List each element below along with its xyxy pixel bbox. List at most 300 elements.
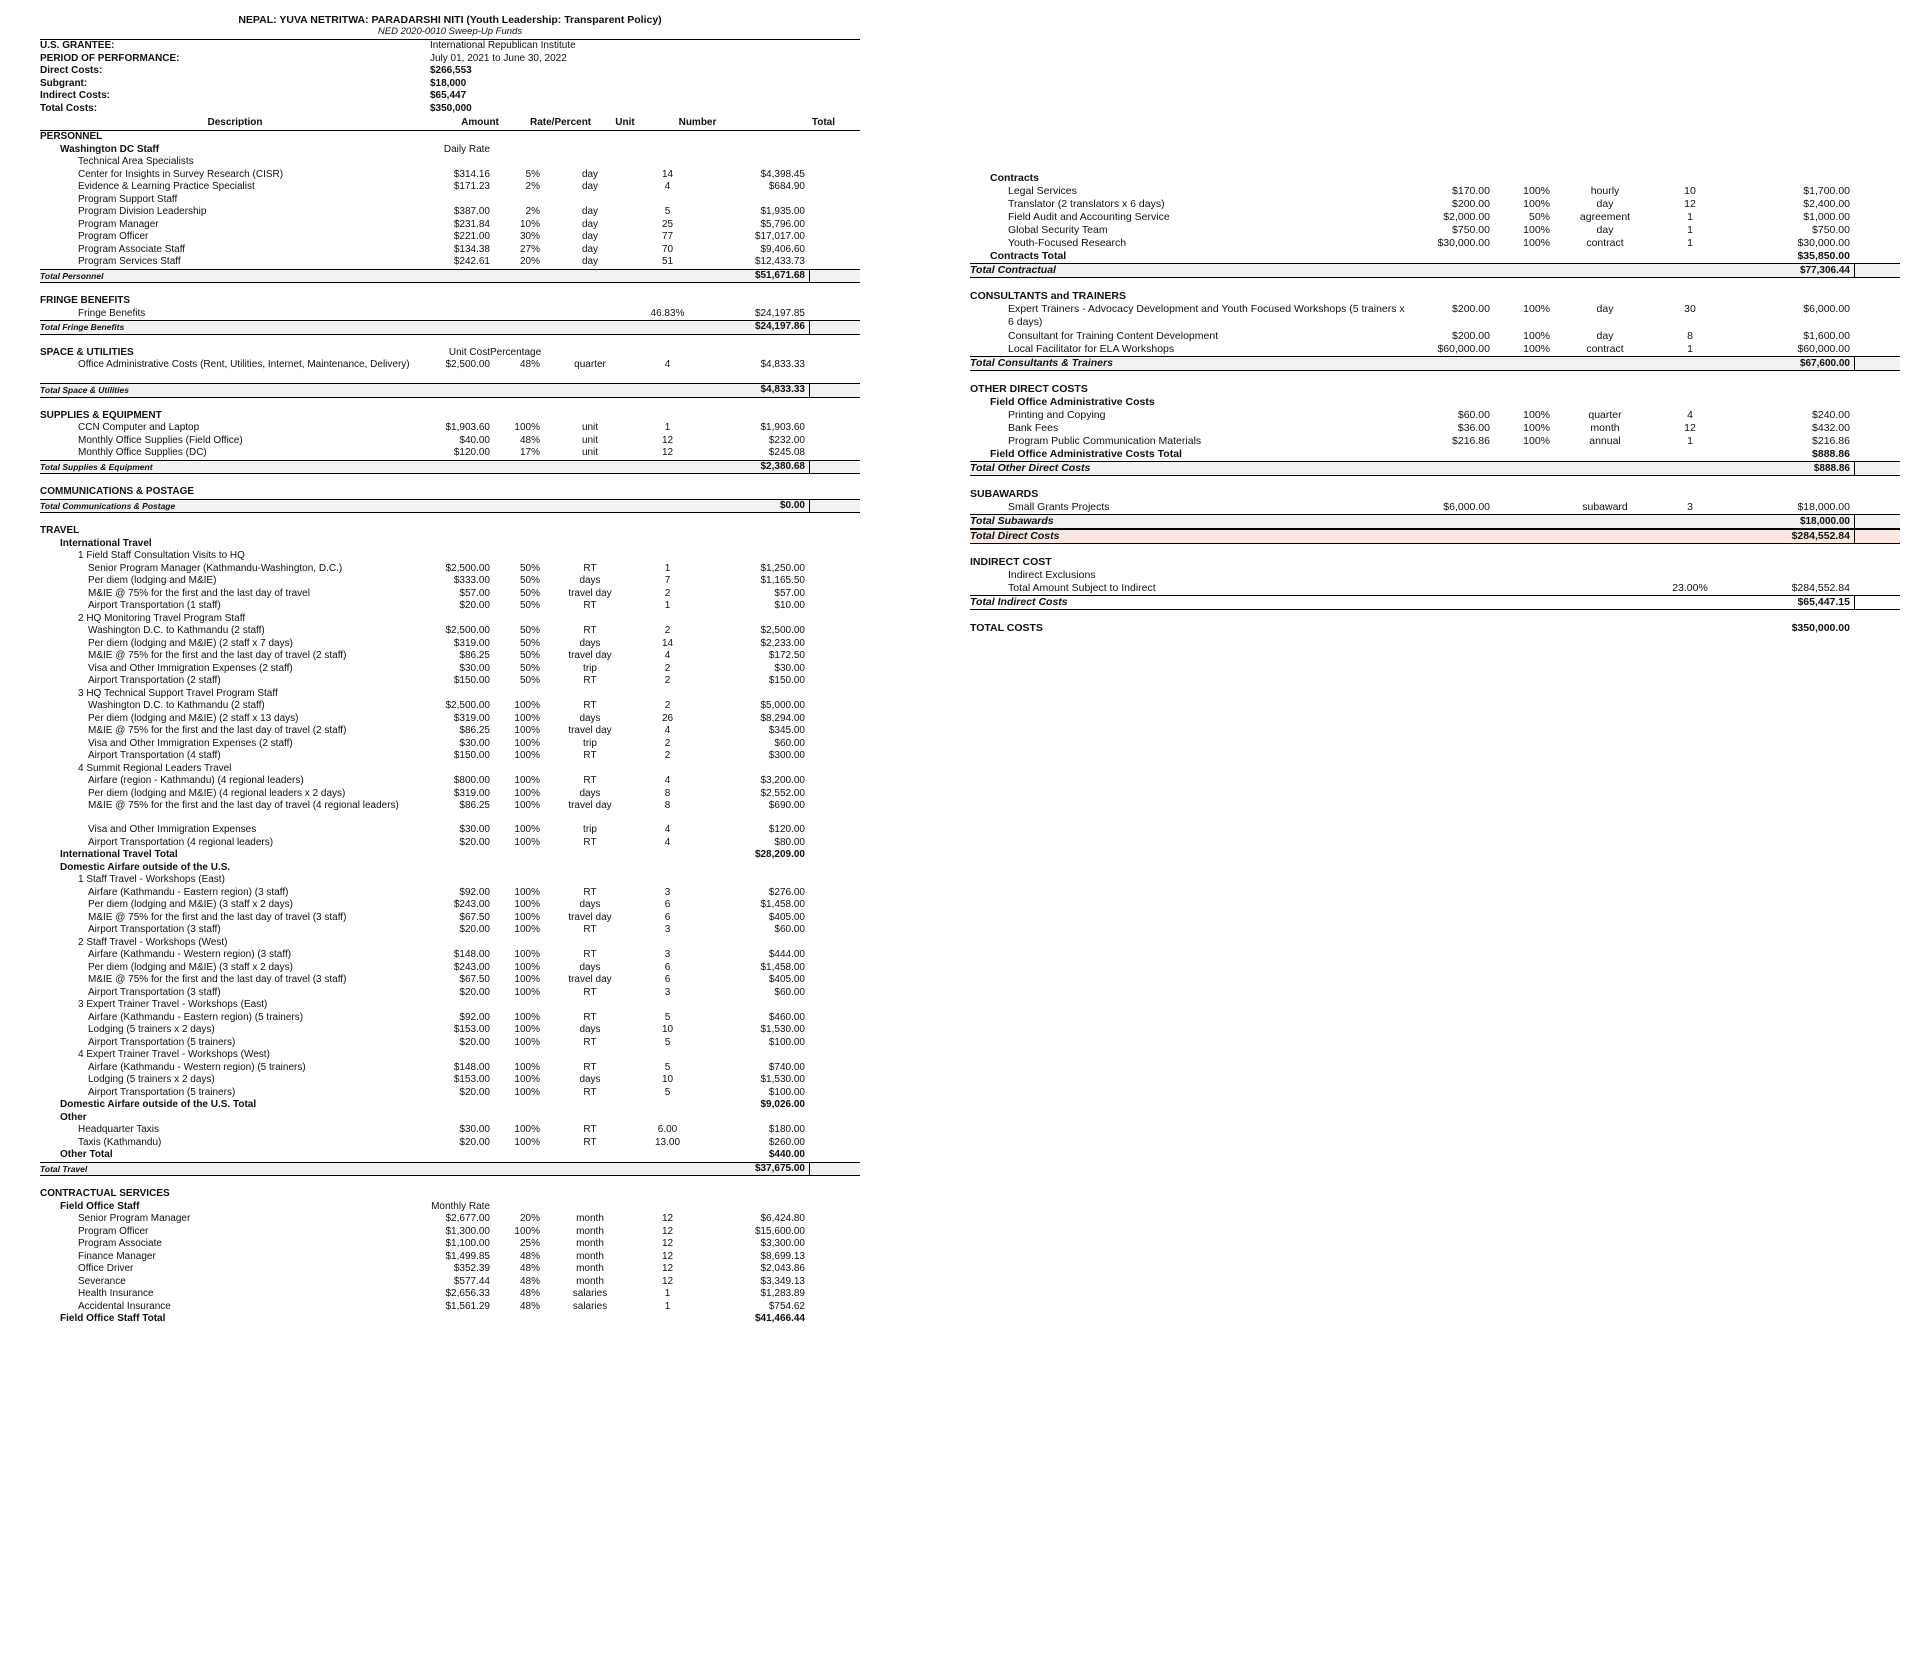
row-total: $1,530.00 xyxy=(760,1074,805,1085)
table-row xyxy=(40,924,860,937)
row-rate xyxy=(1490,582,1560,595)
row-number: 1 xyxy=(664,422,671,433)
row-total: $405.00 xyxy=(768,974,805,985)
row-rate: Percentage xyxy=(490,346,542,358)
row-rate: 100% xyxy=(514,725,540,736)
row-description: Total Communications & Postage xyxy=(40,500,176,511)
row-number: 2 xyxy=(664,700,671,711)
section-heading xyxy=(40,347,860,360)
table-row xyxy=(40,1062,860,1075)
row-description: Visa and Other Immigration Expenses xyxy=(88,824,257,835)
section-heading xyxy=(40,525,860,538)
row-total: $9,026.00 xyxy=(760,1099,805,1110)
row-total: $754.62 xyxy=(768,1300,805,1312)
row-rate: 100% xyxy=(514,750,540,761)
row-description: COMMUNICATIONS & POSTAGE xyxy=(40,486,195,497)
row-amount xyxy=(430,937,490,950)
row-description: Airfare (Kathmandu - Western region) (3 staff) xyxy=(88,949,292,960)
row-rate xyxy=(490,1163,550,1176)
row-number xyxy=(630,937,705,950)
row-number: 2 xyxy=(664,625,671,636)
section-heading xyxy=(40,295,860,308)
row-number: 5 xyxy=(664,1036,671,1048)
row-description: Field Office Administrative Costs xyxy=(990,396,1155,408)
row-unit: trip xyxy=(583,737,597,749)
table-row xyxy=(970,198,1900,211)
row-description: M&IE @ 75% for the first and the last day of travel (3 staff) xyxy=(88,974,347,985)
row-total: $51,671.68 xyxy=(705,270,810,283)
table-row xyxy=(40,987,860,1000)
row-description: OTHER DIRECT COSTS xyxy=(970,383,1088,395)
section-gap xyxy=(40,513,860,525)
row-description: Per diem (lodging and M&IE) (4 regional leaders x 2 days) xyxy=(88,787,346,799)
row-number: 70 xyxy=(661,243,674,255)
row-rate xyxy=(1490,596,1560,609)
row-number: 12 xyxy=(661,1238,674,1249)
row-amount: $148.00 xyxy=(453,1061,490,1073)
row-number xyxy=(630,1201,705,1214)
row-rate xyxy=(1490,448,1560,461)
row-unit: month xyxy=(576,1213,604,1224)
row-number: 5 xyxy=(664,206,671,217)
row-amount: $2,656.33 xyxy=(445,1288,490,1299)
table-row xyxy=(40,156,860,169)
row-unit: RT xyxy=(583,700,597,711)
section-total-row xyxy=(970,461,1900,476)
row-rate: 100% xyxy=(1523,185,1550,197)
table-row xyxy=(40,912,860,925)
row-amount xyxy=(430,295,490,308)
row-total: $345.00 xyxy=(768,725,805,736)
row-number xyxy=(630,688,705,701)
row-rate: 100% xyxy=(1523,224,1550,236)
row-description: Expert Trainers - Advocacy Development and Youth Focused Workshops (5 trainers x 6 days) xyxy=(1008,303,1405,328)
section-gap xyxy=(40,283,860,295)
row-total: $1,000.00 xyxy=(1803,211,1850,223)
row-total: $15,600.00 xyxy=(754,1225,805,1237)
table-row xyxy=(40,1238,860,1251)
row-rate: 25% xyxy=(519,1238,540,1249)
row-total: $6,424.80 xyxy=(760,1213,805,1224)
row-unit: day xyxy=(1596,330,1614,342)
row-description: Program Services Staff xyxy=(78,256,181,267)
row-total: $2,500.00 xyxy=(760,625,805,636)
row-unit: days xyxy=(579,961,601,973)
row-rate: 48% xyxy=(519,1275,540,1287)
row-amount: $243.00 xyxy=(453,961,490,973)
row-unit: day xyxy=(581,206,599,217)
table-row xyxy=(970,224,1900,237)
row-unit xyxy=(550,999,630,1012)
row-total: $8,294.00 xyxy=(760,712,805,724)
row-number: 5 xyxy=(664,1061,671,1073)
row-description: Senior Program Manager (Kathmandu-Washington, D.C.) xyxy=(88,562,343,574)
table-row xyxy=(40,1024,860,1037)
row-amount xyxy=(430,308,490,321)
table-row xyxy=(970,185,1900,198)
row-unit: RT xyxy=(583,1061,597,1073)
row-total: $1,903.60 xyxy=(760,422,805,433)
row-number xyxy=(1650,556,1730,569)
row-amount: $333.00 xyxy=(453,575,490,586)
table-row xyxy=(40,550,860,563)
row-description: Accidental Insurance xyxy=(78,1300,171,1312)
row-amount xyxy=(1410,357,1490,370)
row-description: M&IE @ 75% for the first and the last day of travel xyxy=(88,587,310,599)
row-description: M&IE @ 75% for the first and the last day of travel (2 staff) xyxy=(88,725,347,736)
row-total: $100.00 xyxy=(768,1036,805,1048)
row-description: Domestic Airfare outside of the U.S. Total xyxy=(60,1099,257,1110)
row-total xyxy=(705,688,809,701)
row-description: Program Support Staff xyxy=(78,193,178,205)
row-total: $37,675.00 xyxy=(705,1163,810,1176)
col-number: Number xyxy=(678,117,717,128)
row-total xyxy=(705,295,809,308)
row-rate: 100% xyxy=(514,712,540,724)
row-amount: $2,000.00 xyxy=(1443,211,1490,223)
row-amount: $577.44 xyxy=(453,1275,490,1287)
row-unit: travel day xyxy=(568,974,612,985)
row-number xyxy=(630,1188,705,1201)
row-description: Lodging (5 trainers x 2 days) xyxy=(88,1024,215,1035)
row-unit: day xyxy=(581,181,599,192)
row-number: 10 xyxy=(661,1024,674,1035)
section-gap xyxy=(970,610,1900,622)
row-rate xyxy=(490,874,550,887)
row-description: 3 HQ Technical Support Travel Program Staff xyxy=(78,687,278,699)
row-amount: $150.00 xyxy=(453,675,490,686)
row-rate: 100% xyxy=(1523,330,1550,342)
row-description: Per diem (lodging and M&IE) (3 staff x 2 days) xyxy=(88,899,293,910)
row-rate xyxy=(1490,357,1560,370)
row-rate: 100% xyxy=(514,886,540,898)
row-unit: contract xyxy=(1586,343,1624,355)
row-description: Technical Area Specialists xyxy=(78,156,194,167)
row-rate: 100% xyxy=(1523,435,1550,447)
row-amount xyxy=(1410,488,1490,501)
row-unit xyxy=(1560,582,1650,595)
row-number: 77 xyxy=(661,231,674,242)
row-amount xyxy=(430,538,490,551)
row-description: Airfare (region - Kathmandu) (4 regional leaders) xyxy=(88,775,304,786)
row-unit: quarter xyxy=(1588,409,1622,421)
row-amount: $750.00 xyxy=(1452,224,1490,236)
row-total xyxy=(1730,290,1854,303)
row-total: $0.00 xyxy=(705,500,810,513)
row-amount: $120.00 xyxy=(453,447,490,458)
row-amount: $40.00 xyxy=(459,434,490,446)
row-number: 6 xyxy=(664,899,671,910)
row-number xyxy=(630,194,705,207)
row-number: 4 xyxy=(664,181,671,192)
row-number: 8 xyxy=(1687,330,1693,342)
row-amount xyxy=(430,384,490,397)
row-total: $1,250.00 xyxy=(760,562,805,574)
row-number xyxy=(1650,488,1730,501)
row-total: $440.00 xyxy=(768,1149,805,1160)
row-description: Consultant for Training Content Development xyxy=(1008,330,1219,342)
row-rate xyxy=(490,410,550,423)
row-number: 4 xyxy=(664,725,671,736)
table-row xyxy=(40,231,860,244)
row-description: Airfare (Kathmandu - Eastern region) (3 staff) xyxy=(88,886,289,898)
row-description: Airport Transportation (1 staff) xyxy=(88,600,221,611)
row-amount: $20.00 xyxy=(459,986,490,998)
row-rate xyxy=(490,1188,550,1201)
row-number: 10 xyxy=(1684,185,1696,197)
table-row xyxy=(40,625,860,638)
subsection-heading xyxy=(40,1112,860,1125)
row-rate: 27% xyxy=(519,243,540,255)
row-total: $888.86 xyxy=(1812,448,1850,460)
row-number: 4 xyxy=(1687,409,1693,421)
row-description: TRAVEL xyxy=(40,525,80,536)
row-number: 12 xyxy=(661,1225,674,1237)
row-amount xyxy=(430,1112,490,1125)
row-total xyxy=(705,1201,809,1214)
row-number: 2 xyxy=(664,737,671,749)
row-number: 4 xyxy=(664,775,671,786)
row-description: Headquarter Taxis xyxy=(78,1124,159,1135)
row-number xyxy=(630,321,705,334)
row-total: $60.00 xyxy=(774,924,805,935)
row-amount: $92.00 xyxy=(459,1011,490,1023)
row-rate xyxy=(490,1049,550,1062)
row-number xyxy=(1650,462,1730,475)
table-row xyxy=(40,1276,860,1289)
meta-label: Direct Costs: xyxy=(40,65,103,76)
table-row xyxy=(40,256,860,269)
table-row xyxy=(40,1251,860,1264)
row-total: $100.00 xyxy=(768,1086,805,1098)
row-number: 14 xyxy=(661,637,674,649)
row-description: 1 Staff Travel - Workshops (East) xyxy=(78,874,225,885)
row-amount xyxy=(430,525,490,538)
row-amount: $1,300.00 xyxy=(445,1225,490,1237)
row-amount xyxy=(430,763,490,776)
row-rate: 100% xyxy=(514,1124,540,1135)
row-unit xyxy=(550,1163,630,1176)
row-rate: 50% xyxy=(1528,211,1550,223)
row-number: 4 xyxy=(664,836,671,848)
row-total: $750.00 xyxy=(1812,224,1850,236)
row-rate: 100% xyxy=(514,1074,540,1085)
table-row xyxy=(40,194,860,207)
row-unit: RT xyxy=(583,562,597,574)
table-row xyxy=(40,1012,860,1025)
row-unit xyxy=(550,410,630,423)
row-unit xyxy=(550,613,630,626)
row-description: Youth-Focused Research xyxy=(1008,237,1127,249)
row-total: $276.00 xyxy=(768,886,805,898)
table-row xyxy=(40,750,860,763)
row-number: 3 xyxy=(664,986,671,998)
row-unit: salaries xyxy=(572,1300,608,1312)
row-rate xyxy=(490,461,550,474)
row-unit: RT xyxy=(583,1136,597,1148)
row-unit xyxy=(550,156,630,169)
row-rate xyxy=(490,862,550,875)
row-total xyxy=(705,613,809,626)
table-row xyxy=(970,343,1900,356)
row-unit: RT xyxy=(583,600,597,611)
row-amount xyxy=(430,131,490,144)
row-description: Indirect Exclusions xyxy=(1008,569,1096,581)
row-unit xyxy=(1560,383,1650,396)
row-amount: $2,500.00 xyxy=(445,562,490,574)
row-total: $1,283.89 xyxy=(760,1288,805,1299)
row-description: Field Audit and Accounting Service xyxy=(1008,211,1170,223)
row-amount xyxy=(430,486,490,499)
row-amount: $30.00 xyxy=(459,662,490,674)
row-amount: $60.00 xyxy=(1457,409,1490,421)
row-unit: trip xyxy=(583,824,597,835)
row-unit xyxy=(1560,172,1650,185)
row-rate xyxy=(1490,530,1560,543)
row-number xyxy=(630,862,705,875)
row-unit xyxy=(550,525,630,538)
row-total: $1,458.00 xyxy=(760,961,805,973)
row-amount: $36.00 xyxy=(1457,422,1490,434)
row-unit xyxy=(550,937,630,950)
meta-row xyxy=(40,90,860,103)
row-amount xyxy=(430,688,490,701)
col-amount: Amount xyxy=(461,117,499,128)
section-total-row xyxy=(40,1162,860,1177)
row-number xyxy=(1650,250,1730,263)
row-rate xyxy=(490,763,550,776)
row-amount xyxy=(1410,569,1490,582)
table-row xyxy=(40,899,860,912)
row-rate: 50% xyxy=(519,650,540,661)
table-row xyxy=(40,206,860,219)
row-rate: 100% xyxy=(1523,237,1550,249)
row-number: 1 xyxy=(1687,237,1693,249)
row-amount: $170.00 xyxy=(1452,185,1490,197)
table-row xyxy=(40,169,860,182)
row-rate: 48% xyxy=(519,434,540,446)
row-description: Total Subawards xyxy=(970,515,1054,527)
row-unit xyxy=(1560,290,1650,303)
meta-label: Subgrant: xyxy=(40,77,88,89)
row-amount: $20.00 xyxy=(459,600,490,611)
row-number: 12 xyxy=(1684,422,1696,434)
row-unit: hourly xyxy=(1590,185,1620,197)
row-number: 14 xyxy=(661,168,674,180)
row-description: Monthly Office Supplies (Field Office) xyxy=(78,434,243,446)
row-total: $3,300.00 xyxy=(760,1238,805,1249)
row-unit: day xyxy=(1596,303,1614,315)
row-unit: days xyxy=(579,899,601,910)
table-row xyxy=(970,211,1900,224)
row-amount: Daily Rate xyxy=(443,143,490,155)
row-unit: RT xyxy=(583,1124,597,1135)
row-description: Total Personnel xyxy=(40,270,104,281)
row-number xyxy=(630,1049,705,1062)
row-amount xyxy=(1410,290,1490,303)
row-amount: $6,000.00 xyxy=(1443,501,1490,513)
section-total-row xyxy=(40,383,860,398)
row-amount: $86.25 xyxy=(459,650,490,661)
row-total: $172.50 xyxy=(768,650,805,661)
row-description: Visa and Other Immigration Expenses (2 staff) xyxy=(88,737,293,749)
table-row xyxy=(40,1288,860,1301)
row-unit xyxy=(550,144,630,157)
row-description: Field Office Staff Total xyxy=(60,1313,166,1324)
section-total-row xyxy=(40,320,860,335)
row-total xyxy=(705,999,809,1012)
row-unit: RT xyxy=(583,625,597,636)
row-rate xyxy=(1490,264,1560,277)
table-row xyxy=(40,999,860,1012)
row-total: $10.00 xyxy=(774,600,805,611)
row-total: $1,700.00 xyxy=(1803,185,1850,197)
row-rate: 48% xyxy=(519,1300,540,1312)
row-amount: $319.00 xyxy=(453,787,490,799)
row-description: Small Grants Projects xyxy=(1008,501,1110,513)
table-row xyxy=(40,181,860,194)
table-row xyxy=(40,1213,860,1226)
row-amount: $92.00 xyxy=(459,886,490,898)
section-gap xyxy=(40,1176,860,1188)
row-rate: 100% xyxy=(514,924,540,935)
row-number: 13.00 xyxy=(654,1136,681,1148)
row-description: Field Office Staff xyxy=(60,1200,140,1212)
table-row xyxy=(40,308,860,321)
row-total xyxy=(705,763,809,776)
section-heading xyxy=(40,131,860,144)
row-rate: 30% xyxy=(519,231,540,242)
row-description: Office Driver xyxy=(78,1263,134,1274)
row-amount: $60,000.00 xyxy=(1437,343,1490,355)
row-unit xyxy=(1560,396,1650,409)
row-number xyxy=(630,613,705,626)
row-unit: day xyxy=(581,256,599,267)
table-row xyxy=(40,775,860,788)
row-rate: 100% xyxy=(514,1011,540,1023)
row-amount xyxy=(430,550,490,563)
row-description: Contracts Total xyxy=(990,250,1067,262)
row-rate: 100% xyxy=(514,1136,540,1148)
row-number xyxy=(630,1112,705,1125)
row-number: 23.00% xyxy=(1672,582,1708,594)
row-total xyxy=(705,156,809,169)
row-rate: 50% xyxy=(519,587,540,599)
section-gap xyxy=(970,278,1900,290)
row-description: Total Consultants & Trainers xyxy=(970,357,1113,369)
row-amount xyxy=(430,862,490,875)
row-description: M&IE @ 75% for the first and the last day of travel (3 staff) xyxy=(88,911,347,923)
row-number: 8 xyxy=(664,800,671,811)
meta-row xyxy=(40,78,860,91)
row-amount: $2,500.00 xyxy=(445,700,490,711)
row-amount: $134.38 xyxy=(453,243,490,255)
row-amount xyxy=(1410,396,1490,409)
row-amount: $242.61 xyxy=(453,256,490,267)
row-description: FRINGE BENEFITS xyxy=(40,295,131,306)
row-description: CONTRACTUAL SERVICES xyxy=(40,1188,170,1199)
row-amount xyxy=(430,1149,490,1162)
row-total: $9,406.60 xyxy=(760,243,805,255)
row-unit: RT xyxy=(583,1011,597,1023)
table-row xyxy=(40,788,860,801)
row-rate xyxy=(490,550,550,563)
row-amount xyxy=(430,1163,490,1176)
row-number xyxy=(630,295,705,308)
row-number xyxy=(630,500,705,513)
row-number: 7 xyxy=(664,575,671,586)
row-number: 12 xyxy=(1684,198,1696,210)
